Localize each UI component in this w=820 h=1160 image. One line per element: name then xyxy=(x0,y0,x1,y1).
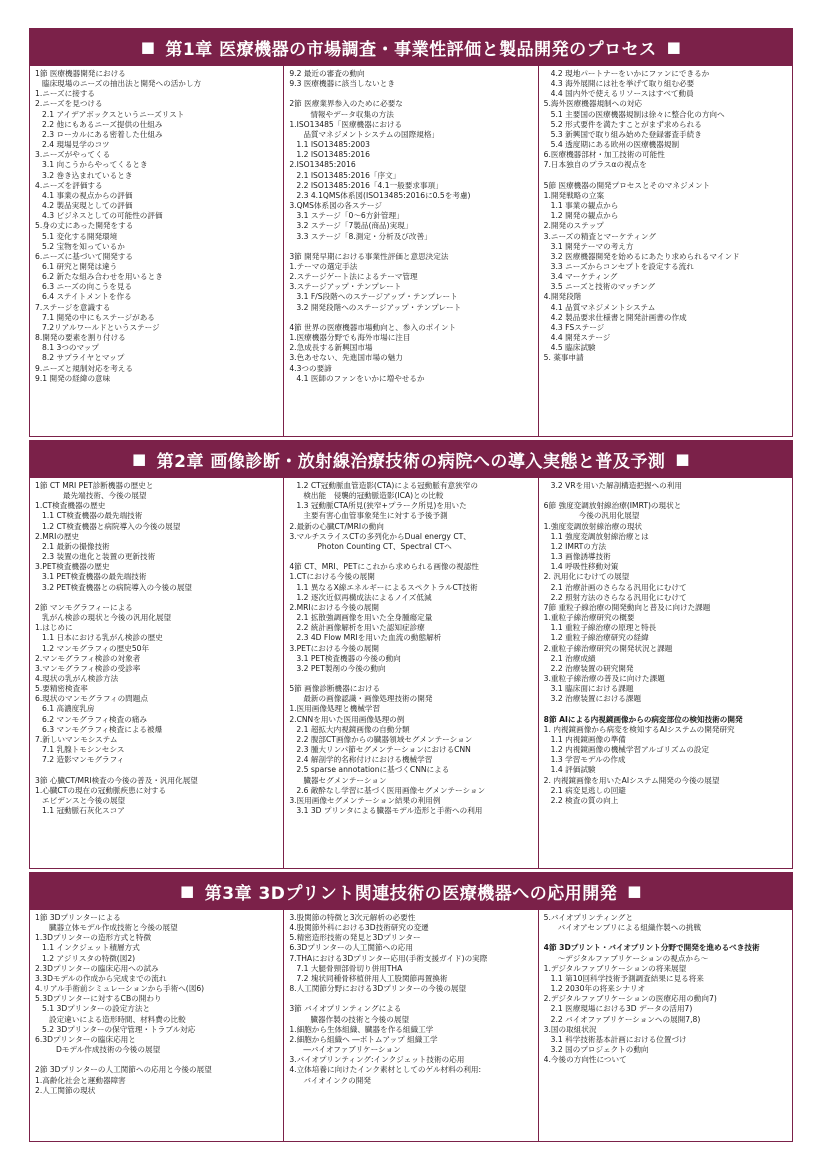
toc-entry: 今後の汎用化展望 xyxy=(578,511,640,521)
toc-entry: 1.2 IMRTの方法 xyxy=(550,541,607,551)
toc-entry: 1.4 評価試験 xyxy=(550,765,596,775)
toc-entry: 1.強度変調放射線治療の現状 xyxy=(543,521,643,531)
toc-entry: 2.マンモグラフィ検診の対象者 xyxy=(35,653,141,663)
toc-entry: 1.1 冠動脈石灰化スコア xyxy=(42,806,125,815)
chapter-title: 第2章 画像診断・放射線治療技術の病院への導入実態と普及予測 xyxy=(156,451,666,472)
toc-entry: 1.2 重粒子線治療研究の経緯 xyxy=(550,633,649,643)
toc-entry: 2.3Dプリンターの臨床応用への試み xyxy=(35,963,159,973)
toc-entry xyxy=(35,593,279,603)
toc-entry: 1.4 呼吸性移動対策 xyxy=(550,562,619,572)
toc-entry xyxy=(289,242,533,252)
toc-entry: 情報やデータ収集の方法 xyxy=(310,109,394,119)
toc-entry: 2.急成長する新興国市場 xyxy=(289,343,373,353)
toc-entry xyxy=(289,994,533,1004)
toc-entry: 2.2 照射方法のさらなる汎用化にむけて xyxy=(550,592,687,602)
toc-entry: 2.ニーズを見つける xyxy=(35,99,103,109)
toc-entry: 1.3 学習モデルの作成 xyxy=(550,755,626,765)
toc-entry: 3.3 ニーズからコンセプトを設定する流れ xyxy=(550,261,694,271)
toc-entry: 5.バイオプリンティングと xyxy=(543,913,634,922)
toc-entry: 3.1 PET検査機器の今後の動向 xyxy=(296,653,401,663)
toc-entry: 3.1 3D プリンタによる臓器モデル造形と手術への利用 xyxy=(296,806,483,815)
chapter-2-section xyxy=(29,440,793,869)
toc-entry: 2.2 検査の質の向上 xyxy=(550,795,619,805)
toc-entry: 5.2 形式要件を満たすことがまず求められる xyxy=(550,119,702,129)
toc-entry: 検出能 侵襲的冠動脈造影(ICA)との比較 xyxy=(303,491,444,501)
toc-entry: 2.ステージゲート法によるテーマ管理 xyxy=(289,272,418,282)
toc-entry: 2.3 装置の進化と装置の更新技術 xyxy=(42,552,156,562)
toc-entry: 4.今後の方向性について xyxy=(543,1055,627,1065)
toc-entry: 2.デジタルファブリケーションの医療応用の動向7) xyxy=(543,994,717,1004)
toc-entry: 4.1 事業の視点からの評価 xyxy=(42,190,133,200)
toc-entry: 6.ニーズに基づいて開発する xyxy=(35,251,133,261)
toc-entry: 4.股関節外科における3D技術研究の変遷 xyxy=(289,923,429,933)
toc-entry: 臓器立体モデル作成技術と今後の展望 xyxy=(49,923,178,933)
toc-entry: 1.1 第10回科学技術予測調査結果に見る将来 xyxy=(550,973,704,983)
toc-entry xyxy=(544,933,788,943)
toc-entry: 2.1 ISO13485:2016「序文」 xyxy=(296,170,401,180)
toc-entry: Dモデル作成技術の今後の展望 xyxy=(56,1045,161,1055)
toc-entry: 2. 汎用化にむけての展望 xyxy=(543,572,630,582)
toc-entry: 3.5 ニーズと技術のマッチング xyxy=(550,282,656,292)
toc-entry: 8.2 サプライヤとマップ xyxy=(42,353,125,363)
toc-entry: 3.ステージアップ・テンプレート xyxy=(289,282,402,292)
toc-entry: 1.CTにおける今後の展開 xyxy=(289,572,375,582)
toc-entry: 臓器セグメンテーション xyxy=(303,775,387,785)
toc-entry: 1.テーマの選定手法 xyxy=(289,261,358,271)
toc-entry: 3.1 向こうからやってくるとき xyxy=(42,160,148,170)
toc-entry: 2.MRIにおける今後の展開 xyxy=(289,602,379,612)
toc-entry: 9.3 医療機器に該当しないとき xyxy=(289,79,395,89)
toc-entry: 設定違いによる造形時間、材料費の比較 xyxy=(49,1014,186,1024)
toc-entry: 3.1 F/S段階へのステージアップ・テンプレート xyxy=(296,292,458,302)
toc-entry: 6.3 マンモグラフィ検査による被爆 xyxy=(42,724,163,734)
toc-entry: 1節 医療機器開発における xyxy=(35,69,126,78)
toc-entry: 3.1 臨床面における課題 xyxy=(550,684,634,694)
toc-entry: 6.医療機器部材・加工技術の可能性 xyxy=(543,150,665,160)
toc-entry: 1.2 CT検査機器と病院導入の今後の展望 xyxy=(42,521,181,531)
toc-entry: 3.医用画像セグメンテーション結果の利用例 xyxy=(289,795,441,805)
toc-entry: 8節 AIによる内視鏡画像からの病変部位の検知技術の開発 xyxy=(543,714,743,724)
toc-entry: 2.6 敵酔なし学習に基づく医用画像セグメンテーション xyxy=(296,785,486,795)
toc-entry: 5.4 透度期にある欧州の医療機器規制 xyxy=(550,140,680,150)
toc-entry: 1.2 アジリスタの特徴(図2) xyxy=(42,953,136,963)
toc-entry: 3.3 ステージ「8.測定・分析及び改善」 xyxy=(296,231,432,241)
toc-entry: 4.3 ビジネスとしての可能性の評価 xyxy=(42,211,163,221)
toc-entry xyxy=(544,171,788,181)
toc-entry: 2.3 ローカルにある密着した仕組み xyxy=(42,129,163,139)
toc-entry: 7.1 乳腺トモシンセシス xyxy=(42,745,125,755)
toc-entry: 2.MRIの歴史 xyxy=(35,531,80,541)
toc-entry: 7.2 造影マンモグラフィ xyxy=(42,755,125,765)
toc-entry: 4.3 海外展開には社を挙げて取り組む必要 xyxy=(550,79,695,89)
toc-entry: 2.開発のステップ xyxy=(543,221,604,231)
square-bullet-icon: ■ xyxy=(666,38,682,56)
toc-entry: 9.ニーズと規制対応を考える xyxy=(35,363,133,373)
toc-entry: 6.2 マンモグラフィ検査の痛み xyxy=(42,714,148,724)
toc-entry: 5.精密造形技術の発見と3Dプリンター xyxy=(289,933,421,943)
toc-entry: 1.2 マンモグラフィの歴史50年 xyxy=(42,643,150,653)
toc-entry: 1節 3Dプリンターによる xyxy=(35,913,121,922)
toc-entry: 1.1 CT検査機器の最先端技術 xyxy=(42,511,143,521)
toc-entry: 品質マネジメントシステムの国際規格」 xyxy=(303,129,440,139)
square-bullet-icon: ■ xyxy=(131,450,147,468)
toc-entry: 1.細胞から生体組織、臓器を作る組織工学 xyxy=(289,1024,434,1034)
toc-entry: 3.バイオプリンティング:インクジェット技術の応用 xyxy=(289,1055,465,1065)
toc-entry: 6.1 研究と開発は違う xyxy=(42,261,118,271)
toc-entry: 4.立体培養に向けたインク素材としてのゲル材料の利用: xyxy=(289,1065,482,1075)
toc-entry: 5.2 3Dプリンターの保守管理・トラブル対応 xyxy=(42,1024,196,1034)
toc-entry: バイオアセンブリによる組織作製への挑戦 xyxy=(557,923,702,933)
toc-entry: 1.ISO13485「医療機器における xyxy=(289,119,403,129)
toc-entry: 2.最新の心臓CT/MRIの動向 xyxy=(289,521,384,531)
toc-entry: 2.細胞から組織へ ―ボトムアップ 組織工学 xyxy=(289,1034,438,1044)
toc-entry xyxy=(35,765,279,775)
toc-entry: 4.1 医師のファンをいかに増やせるか xyxy=(296,373,425,383)
toc-entry: 3.重粒子線治療の普及に向けた課題 xyxy=(543,673,665,683)
toc-entry xyxy=(35,1055,279,1065)
toc-entry: 1.CT検査機器の歴史 xyxy=(35,501,106,511)
toc-entry: 3.股関節の特徴と3次元解析の必要性 xyxy=(289,913,416,922)
toc-entry: 3.2 国のプロジェクトの動向 xyxy=(550,1045,649,1055)
toc-entry: 7節 重粒子線治療の開発動向と普及に向けた課題 xyxy=(543,602,711,612)
toc-entry: 4.2 現地パートナーをいかにファンにできるか xyxy=(550,69,710,78)
toc-entry: 5.海外医療機器規制への対応 xyxy=(543,99,643,109)
toc-entry: 6.3 ニーズの向こうを見る xyxy=(42,282,133,292)
toc-entry: 3.2 VRを用いた解剖構造把握への利用 xyxy=(550,481,682,490)
toc-entry: 1.1 インクジェット積層方式 xyxy=(42,943,140,953)
toc-column xyxy=(538,478,792,868)
toc-entry: 4.1 品質マネジメントシステム xyxy=(550,302,656,312)
toc-entry: 3.2 治療装置における課題 xyxy=(550,694,642,704)
toc-entry: 3.4 マーケティング xyxy=(550,272,618,282)
toc-entry: 1.2 ISO13485:2016 xyxy=(296,150,370,160)
toc-columns xyxy=(29,478,793,869)
toc-entry: 5. 薬事申請 xyxy=(543,353,584,363)
toc-entry: 2.CNNを用いた医用画像処理の例 xyxy=(289,714,405,724)
toc-entry: 2.2 ISO13485:2016「4.1一般要求事項」 xyxy=(296,180,443,190)
toc-entry: 2.4 現場見学のコツ xyxy=(42,140,110,150)
toc-entry: 2.3 4D Flow MRIを用いた血流の動態解析 xyxy=(296,633,442,643)
toc-entry: 8.人工関節分野における3Dプリンターの今後の展望 xyxy=(289,984,467,994)
toc-entry: 1. 内視鏡画像から病変を検知するAIシステムの開発研究 xyxy=(543,724,735,734)
chapter-title: 第1章 医療機器の市場調査・事業性評価と製品開発のプロセス xyxy=(165,39,657,60)
toc-entry: 5.1 変化する開発環境 xyxy=(42,231,118,241)
toc-entry: 4.5 臨床試験 xyxy=(550,343,596,353)
toc-entry: 5.3Dプリンターに対するCBの開わり xyxy=(35,994,162,1004)
toc-entry: 1.医療機器分野でも海外市場に注目 xyxy=(289,333,411,343)
toc-entry: ～デジタルファブリケーションの視点から～ xyxy=(557,953,709,963)
toc-entry: 6.3Dプリンターの臨床応用と xyxy=(35,1034,136,1044)
toc-entry: 2.1 治療成績 xyxy=(550,653,596,663)
square-bullet-icon: ■ xyxy=(675,450,691,468)
toc-entry: 4.ニーズを評価する xyxy=(35,180,103,190)
toc-entry: 1.3 冠動脈CTA所見(狭窄+プラーク所見)を用いた xyxy=(296,501,467,511)
toc-entry: 9.1 開発の経緯の意味 xyxy=(35,373,111,383)
toc-column xyxy=(30,910,283,1141)
toc-entry: 2.重粒子線治療研究の開発状況と課題 xyxy=(543,643,673,653)
toc-entry: 1.ニーズに接する xyxy=(35,89,96,99)
toc-entry: 2節 マンモグラフィーによる xyxy=(35,602,133,612)
toc-entry: 1節 CT MRI PET診断機器の歴史と xyxy=(35,481,154,490)
toc-entry: 5.身の丈にあった開発をする xyxy=(35,221,134,231)
toc-column xyxy=(283,910,537,1141)
toc-entry: 7.THAにおける3Dプリンター応用(手術支援ガイド)の実際 xyxy=(289,953,488,963)
toc-entry: 2.1 医療現場における3D データの活用7) xyxy=(550,1004,693,1014)
toc-entry: 2.5 sparse annotationに基づくCNNによる xyxy=(296,765,450,775)
toc-entry: 6.現状のマンモグラフィの問題点 xyxy=(35,694,148,704)
toc-entry: 4.4 開発ステージ xyxy=(550,333,611,343)
toc-entry: エビデンスと今後の展望 xyxy=(42,795,126,805)
toc-entry: 7.2リアルワールドというステージ xyxy=(42,322,160,332)
toc-entry: 臓器作製の技術と今後の展望 xyxy=(310,1014,410,1024)
toc-entry: 乳がん検診の現状と今後の汎用化展望 xyxy=(42,613,172,623)
toc-entry: 4節 世界の医療機器市場動向と、参入のポイント xyxy=(289,322,457,332)
toc-entry: 2.1 病変見逃しの回避 xyxy=(550,785,626,795)
toc-entry: 4.4 国内外で使えるリソースはすべて動員 xyxy=(550,89,694,99)
toc-entry: 1.1 強度変調放射線治療とは xyxy=(550,531,649,541)
toc-entry: 6節 強度変調放射線治療(IMRT)の現状と xyxy=(543,501,682,511)
toc-entry: 2.4 解剖学的名称付けにおける機械学習 xyxy=(296,755,433,765)
toc-entry: 7.ステージを意識する xyxy=(35,302,111,312)
toc-entry: 2.3 腫大リンパ節セグメンテーションにおけるCNN xyxy=(296,745,471,755)
toc-entry: 7.2 塊状同種骨移植併用人工股関節再置換術 xyxy=(296,973,448,983)
toc-column xyxy=(30,478,283,868)
toc-entry xyxy=(289,674,533,684)
toc-entry: 3.2 巻き込まれているとき xyxy=(42,170,133,180)
toc-entry: 4.3つの要諦 xyxy=(289,363,332,373)
toc-entry: 2.3 4.1QMS体系図(ISO13485:2016に0.5を考慮) xyxy=(296,190,471,200)
toc-entry: 2節 医療業界参入のために必要な xyxy=(289,99,403,109)
toc-entry: 6.4 ステイトメントを作る xyxy=(42,292,132,302)
toc-entry: 1.医用画像処理と機械学習 xyxy=(289,704,381,714)
toc-entry: 臨床現場のニーズの抽出法と開発への活かし方 xyxy=(42,79,202,89)
toc-entry: 4.リアル手術前シミュレーションから手術へ(図6) xyxy=(35,984,205,994)
toc-entry: 3.2 PET製剤の今後の動向 xyxy=(296,663,386,673)
toc-entry: 2.1 超拡大内視鏡画像の自動分類 xyxy=(296,724,410,734)
chapter-header xyxy=(29,872,793,910)
toc-entry: 3.2 PET検査機器との病院導入の今後の展望 xyxy=(42,582,193,592)
toc-entry: 2.1 拡散強調画像を用いた全身腫瘍定量 xyxy=(296,613,433,623)
toc-entry: 3節 心臓CT/MRI検査の今後の普及・汎用化展望 xyxy=(35,775,198,785)
chapter-3-section xyxy=(29,872,793,1142)
toc-entry: 1.2 開発の観点から xyxy=(550,211,619,221)
toc-entry: 3.ニーズがやってくる xyxy=(35,150,111,160)
toc-entry: 6.2 新たな組み合わせを用いるとき xyxy=(42,272,163,282)
toc-entry: 4節 3Dプリント・バイオプリント分野で開発を進めるべき技術 xyxy=(543,943,760,953)
toc-entry: 最先端技術、今後の展望 xyxy=(63,491,147,501)
toc-entry: 3.1 科学技術基本計画における位置づけ xyxy=(550,1034,687,1044)
toc-entry: バイオインクの開発 xyxy=(303,1075,371,1085)
toc-entry: 1.2 内視鏡画像の機械学習アルゴリズムの設定 xyxy=(550,745,709,755)
toc-entry: 1.1 重粒子線治療の原理と特長 xyxy=(550,623,657,633)
toc-entry: 4.開発段階 xyxy=(543,292,582,302)
toc-entry: 1.2 2030年の将来シナリオ xyxy=(550,984,646,994)
toc-entry: 3.色あせない、先進国市場の魅力 xyxy=(289,353,403,363)
toc-entry: 1.心臓CTの現在の冠動脈疾患に対する xyxy=(35,785,167,795)
toc-entry: 9.2 最近の審査の動向 xyxy=(289,69,365,78)
toc-entry: 1.1 事業の観点から xyxy=(550,201,619,211)
toc-entry: 5.2 宝物を知っているか xyxy=(42,241,125,251)
toc-entry xyxy=(289,552,533,562)
toc-entry: 2.2 治療装置の研究開発 xyxy=(550,663,634,673)
toc-entry: 2.1 アイデアボックスというニーズリスト xyxy=(42,109,185,119)
toc-entry xyxy=(544,704,788,714)
chapter-header xyxy=(29,28,793,66)
toc-entry: 3.マルチスライスCTの多列化からDual energy CT、 xyxy=(289,531,471,541)
toc-entry: 5節 医療機器の開発プロセスとそのマネジメント xyxy=(543,180,711,190)
toc-entry: 3.QMS体系図の各ステージ xyxy=(289,201,382,211)
toc-entry: 1.3 画像誘導技術 xyxy=(550,552,611,562)
toc-entry: 2節 3Dプリンターの人工関節への応用と今後の展望 xyxy=(35,1065,212,1075)
toc-columns xyxy=(29,66,793,437)
toc-entry: 主要有害心血管事象発生に対する予後予測 xyxy=(303,511,448,521)
toc-entry: 3.PETにおける今後の展開 xyxy=(289,643,379,653)
toc-column xyxy=(283,66,537,436)
toc-column xyxy=(538,910,792,1141)
toc-entry: 3.PET検査機器の歴史 xyxy=(35,562,110,572)
chapter-header xyxy=(29,440,793,478)
toc-entry: 2.2 統計画像解析を用いた認知症診療 xyxy=(296,623,425,633)
toc-entry: 4.3 FSステージ xyxy=(550,322,605,332)
toc-entry xyxy=(289,89,533,99)
toc-entry: Photon Counting CT、Spectral CTへ xyxy=(317,541,452,551)
toc-entry: 7.日本独自のプラスαの視点を xyxy=(543,160,647,170)
toc-entry: 3.1 ステージ「0～6方針管理」 xyxy=(296,211,404,221)
toc-entry xyxy=(289,313,533,323)
chapter-title: 第3章 3Dプリント関連技術の医療機器への応用開発 xyxy=(204,883,618,904)
toc-entry: 1.1 ISO13485:2003 xyxy=(296,140,370,150)
toc-entry: 1.開発戦略の立案 xyxy=(543,190,605,200)
toc-entry: 2.ISO13485:2016 xyxy=(289,160,356,170)
toc-entry: 1.1 内視鏡画像の準備 xyxy=(550,734,626,744)
toc-entry: 7.1 大腿骨頸部骨切り併用THA xyxy=(296,963,403,973)
square-bullet-icon: ■ xyxy=(180,882,195,900)
toc-entry: 3.2 開発段階へのステージアップ・テンプレート xyxy=(296,302,462,312)
toc-entry: 2.2 腹部CT画像からの臓器領域セグメンテーション xyxy=(296,734,473,744)
toc-entry: 1.デジタルファブリケーションの将来展望 xyxy=(543,963,687,973)
toc-entry: 7.1 開発の中にもステージがある xyxy=(42,312,155,322)
toc-entry: 5.1 3Dプリンターの設定方法と xyxy=(42,1004,151,1014)
toc-entry: 2.1 治療計画のさらなる汎用化にむけて xyxy=(550,582,687,592)
toc-entry: 3.2 ステージ「7製品(商品)実現」 xyxy=(296,221,413,231)
toc-entry: 1.3Dプリンターの造形方式と特徴 xyxy=(35,933,152,943)
toc-entry: 2.2 バイオファブリケーションへの展開7,8) xyxy=(550,1014,701,1024)
toc-entry: 1.高齢化社会と運動器障害 xyxy=(35,1075,126,1085)
toc-entry: 1.2 逐次近似再構成法によるノイズ低減 xyxy=(296,592,432,602)
toc-entry: 3.1 開発テーマの考え方 xyxy=(550,241,634,251)
toc-columns xyxy=(29,910,793,1142)
toc-entry: 8.1 3つのマップ xyxy=(42,343,99,353)
toc-entry: 4.2 製品要求仕様書と開発計画書の作成 xyxy=(550,312,687,322)
toc-column xyxy=(30,66,283,436)
toc-entry: 6.3Dプリンターの人工関節への応用 xyxy=(289,943,413,953)
toc-entry: 2.1 最新の撮像技術 xyxy=(42,541,110,551)
toc-entry: 1.1 異なるX線エネルギーによるスペクトラルCT技術 xyxy=(296,582,478,592)
toc-entry: 3節 開発早期における事業性評価と意思決定法 xyxy=(289,251,449,261)
toc-entry: ―バイオファブリケーション xyxy=(303,1045,401,1055)
square-bullet-icon: ■ xyxy=(627,882,642,900)
chapter-1-section xyxy=(29,28,793,437)
toc-entry: 4.2 製品実現としての評価 xyxy=(42,201,133,211)
toc-entry: 1.重粒子線治療研究の概要 xyxy=(543,613,635,623)
toc-entry: 2.2 他にもあるニーズ提供の仕組み xyxy=(42,119,163,129)
toc-entry: 3.3Dモデルの作成から完成までの流れ xyxy=(35,973,167,983)
toc-entry: 5.3 新興国で取り組み始めた登録審査手続き xyxy=(550,129,702,139)
toc-entry: 3.国の取組状況 xyxy=(543,1024,597,1034)
toc-entry: 4.現状の乳がん検診方法 xyxy=(35,673,119,683)
toc-entry: 1.はじめに xyxy=(35,623,73,633)
toc-entry: 7.新しいマンモシステム xyxy=(35,734,118,744)
toc-entry: 3節 バイオプリンティングによる xyxy=(289,1004,402,1014)
toc-entry: 4節 CT、MRI、PETにこれから求められる画像の視認性 xyxy=(289,562,479,572)
toc-entry: 5.1 主要国の医療機器規制は徐々に整合化の方向へ xyxy=(550,109,725,119)
toc-entry: 5.要精密検査率 xyxy=(35,684,88,694)
toc-entry: 3.2 医療機器開発を始めるにあたり求められるマインド xyxy=(550,251,740,261)
square-bullet-icon: ■ xyxy=(140,38,156,56)
toc-entry: 2. 内視鏡画像を用いたAIシステム開発の今後の展望 xyxy=(543,775,720,785)
toc-entry: 6.1 高濃度乳房 xyxy=(42,704,95,714)
toc-entry: 3.1 PET検査機器の最先端技術 xyxy=(42,572,147,582)
toc-column xyxy=(283,478,537,868)
toc-entry: 1.1 日本における乳がん検診の歴史 xyxy=(42,633,163,643)
toc-entry: 5節 画像診断機器における xyxy=(289,684,381,694)
toc-entry: 1.2 CT冠動脈血管造影(CTA)による冠動脈有意狭窄の xyxy=(296,481,478,490)
toc-entry: 3.ニーズの精査とマーケティング xyxy=(543,231,656,241)
toc-entry: 2.人工関節の現状 xyxy=(35,1085,96,1095)
toc-entry: 最新の画像認識・画像処理技術の開発 xyxy=(303,694,433,704)
toc-column xyxy=(538,66,792,436)
toc-entry xyxy=(544,491,788,501)
toc-entry: 3.マンモグラフィ検診の受診率 xyxy=(35,663,141,673)
toc-entry: 8.開発の要素を割り付ける xyxy=(35,333,126,343)
